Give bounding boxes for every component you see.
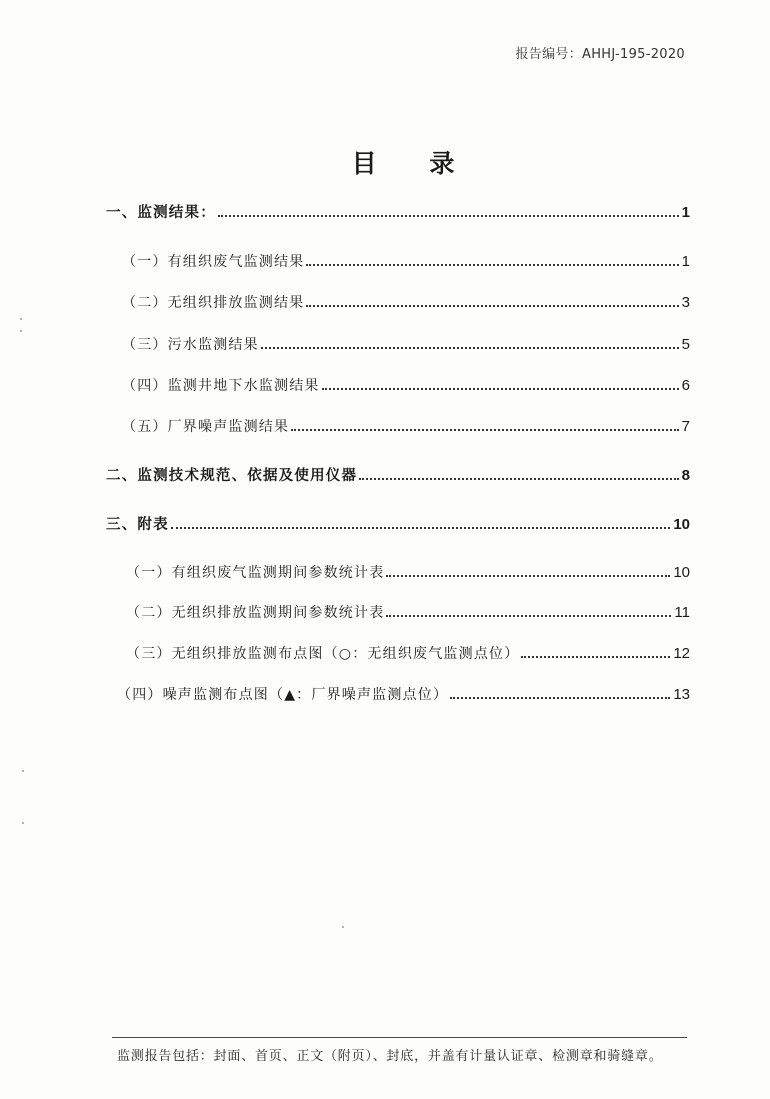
toc-entry-appendix[interactable] xyxy=(106,513,690,535)
dot-leader xyxy=(450,697,670,699)
toc-entry-label: （四）噪声监测布点图（▲：厂界噪声监测点位） xyxy=(117,687,449,703)
toc-page-number: 1 xyxy=(681,204,690,221)
toc-entry-technical-specs[interactable] xyxy=(106,464,690,486)
scan-speck xyxy=(22,822,24,824)
toc-entry-noise-layout[interactable] xyxy=(117,684,690,706)
toc-page-number: 3 xyxy=(681,294,690,311)
toc-entry-organized-exhaust[interactable] xyxy=(122,251,690,273)
footer-note: 监测报告包括：封面、首页、正文（附页）、封底，并盖有计量认证章、检测章和骑缝章。 xyxy=(117,1049,663,1064)
dot-leader xyxy=(322,388,679,390)
toc-entry-wastewater[interactable] xyxy=(122,334,690,356)
scan-speck xyxy=(20,330,22,332)
toc-entry-label: （五）厂界噪声监测结果 xyxy=(122,419,290,435)
toc-entry-label: （二）无组织排放监测结果 xyxy=(122,295,305,311)
toc-page-number: 13 xyxy=(673,686,690,703)
toc-page-number: 6 xyxy=(681,377,690,394)
toc-entry-monitoring-results[interactable] xyxy=(106,201,690,223)
report-number: 报告编号：AHHJ-195-2020 xyxy=(515,47,685,62)
toc-page-number: 5 xyxy=(681,336,690,353)
toc-entry-unorganized-params[interactable] xyxy=(126,602,690,624)
dot-leader xyxy=(359,478,678,480)
toc-entry-boundary-noise[interactable] xyxy=(122,416,690,438)
toc-entry-label: （四）监测井地下水监测结果 xyxy=(122,378,320,394)
toc-entry-groundwater[interactable] xyxy=(122,375,690,397)
dot-leader xyxy=(521,656,670,658)
toc-entry-label: （三）无组织排放监测布点图（○：无组织废气监测点位） xyxy=(126,646,520,662)
toc-page-number: 12 xyxy=(673,645,690,662)
scan-speck xyxy=(22,770,24,772)
dot-leader xyxy=(306,264,678,266)
toc-page-number: 1 xyxy=(681,253,690,270)
toc-entry-unorganized-emission[interactable] xyxy=(122,292,690,314)
dot-leader xyxy=(386,615,671,617)
toc-page-number: 10 xyxy=(673,516,690,533)
toc-page-number: 8 xyxy=(681,467,690,484)
toc-page-number: 11 xyxy=(674,604,690,621)
dot-leader xyxy=(261,347,679,349)
toc-entry-label: （二）无组织排放监测期间参数统计表 xyxy=(126,605,385,621)
dot-leader xyxy=(218,215,679,217)
dot-leader xyxy=(306,305,678,307)
dot-leader xyxy=(291,429,678,431)
scan-speck xyxy=(20,318,22,320)
footer-divider xyxy=(112,1037,687,1038)
toc-entry-label: 二、监测技术规范、依据及使用仪器 xyxy=(106,468,358,484)
toc-page-number: 7 xyxy=(681,418,690,435)
scan-speck xyxy=(342,926,344,928)
dot-leader xyxy=(171,527,671,529)
toc-entry-unorganized-layout[interactable] xyxy=(126,643,690,665)
toc-entry-label: （三）污水监测结果 xyxy=(122,337,259,353)
toc-entry-label: （一）有组织废气监测期间参数统计表 xyxy=(126,565,385,581)
page-title: 目 录 xyxy=(351,149,477,178)
toc-entry-organized-exhaust-params[interactable] xyxy=(126,562,690,584)
toc-entry-label: 一、监测结果： xyxy=(106,205,216,221)
dot-leader xyxy=(386,575,670,577)
toc-entry-label: （一）有组织废气监测结果 xyxy=(122,254,305,270)
toc-page-number: 10 xyxy=(673,564,690,581)
toc-entry-label: 三、附表 xyxy=(106,517,169,533)
